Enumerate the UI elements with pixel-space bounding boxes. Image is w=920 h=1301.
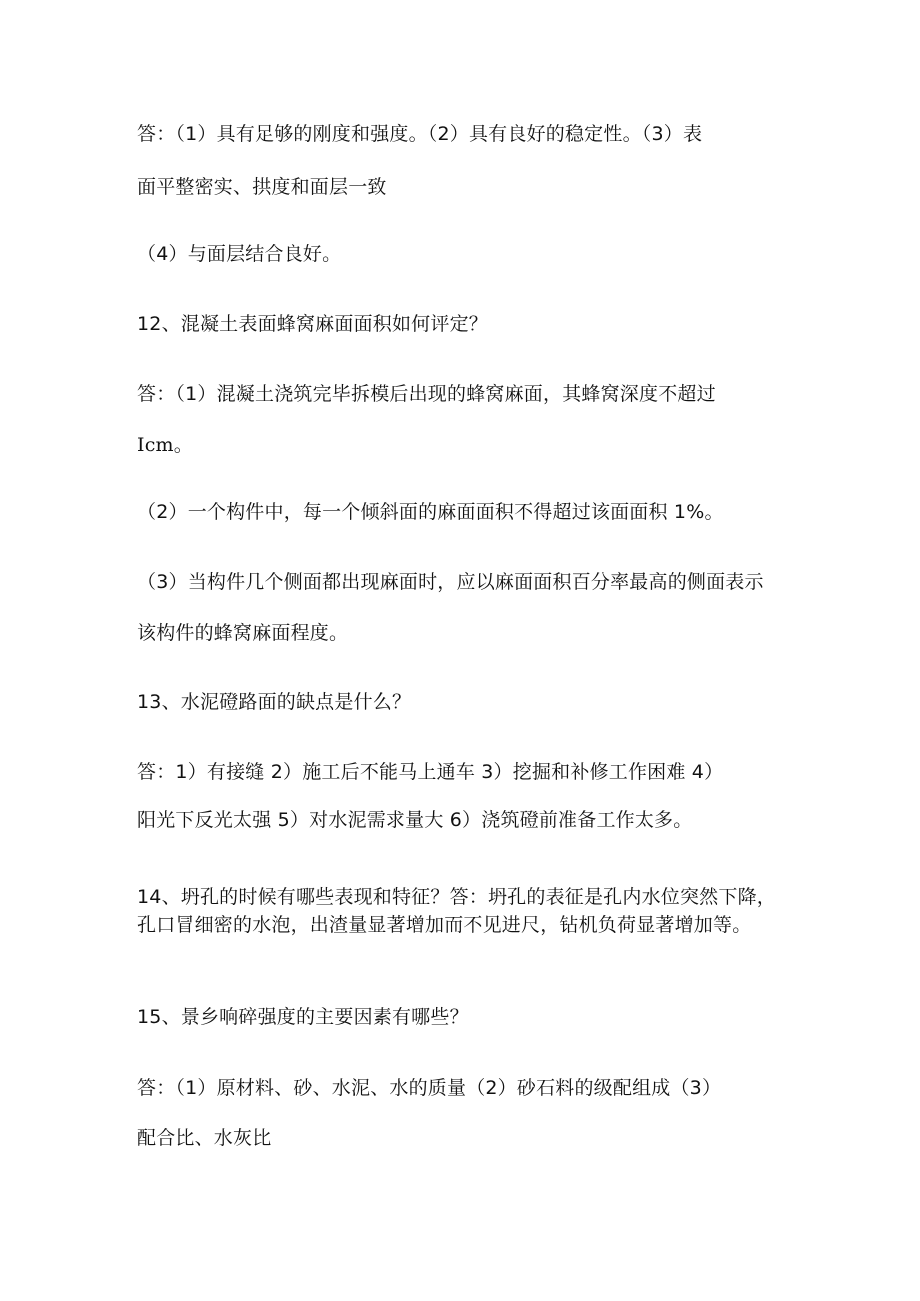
question-15: 15、景乡响碎强度的主要因素有哪些？ <box>137 1006 469 1028</box>
answer-11-line-1: 答：（1）具有足够的刚度和强度。（2）具有良好的稳定性。（3）表 <box>137 123 703 145</box>
answer-11-line-3: （4）与面层结合良好。 <box>137 243 342 265</box>
answer-13-line-1: 答：1）有接缝 2）施工后不能马上通车 3）挖掘和补修工作困难 4） <box>137 761 724 783</box>
answer-13-line-2: 阳光下反光太强 5）对水泥需求量大 6）浇筑磴前准备工作太多。 <box>137 809 693 831</box>
question-12: 12、混凝土表面蜂窝麻面面积如何评定？ <box>137 313 488 335</box>
question-13: 13、水泥磴路面的缺点是什么？ <box>137 691 412 713</box>
answer-11-line-2: 面平整密实、拱度和面层一致 <box>137 176 387 198</box>
answer-12-line-5: 该构件的蜂窝麻面程度。 <box>137 622 349 644</box>
answer-15-line-1: 答：（1）原材料、砂、水泥、水的质量（2）砂石料的级配组成（3） <box>137 1077 722 1099</box>
answer-12-line-4: （3）当构件几个侧面都出现麻面时，应以麻面面积百分率最高的侧面表示 <box>137 571 764 593</box>
answer-12-line-1: 答：（1）混凝土浇筑完毕拆模后出现的蜂窝麻面，其蜂窝深度不超过 <box>137 383 716 405</box>
question-answer-14: 14、坍孔的时候有哪些表现和特征？答：坍孔的表征是孔内水位突然下降，孔口冒细密的水泡，出渣量显著增加而不见进尺，钻机负荷显著增加等。 <box>137 886 776 936</box>
answer-12-line-2: Icm。 <box>137 434 193 456</box>
answer-12-line-3: （2）一个构件中，每一个倾斜面的麻面面积不得超过该面面积 1%。 <box>137 501 724 523</box>
answer-15-line-2: 配合比、水灰比 <box>137 1127 272 1149</box>
